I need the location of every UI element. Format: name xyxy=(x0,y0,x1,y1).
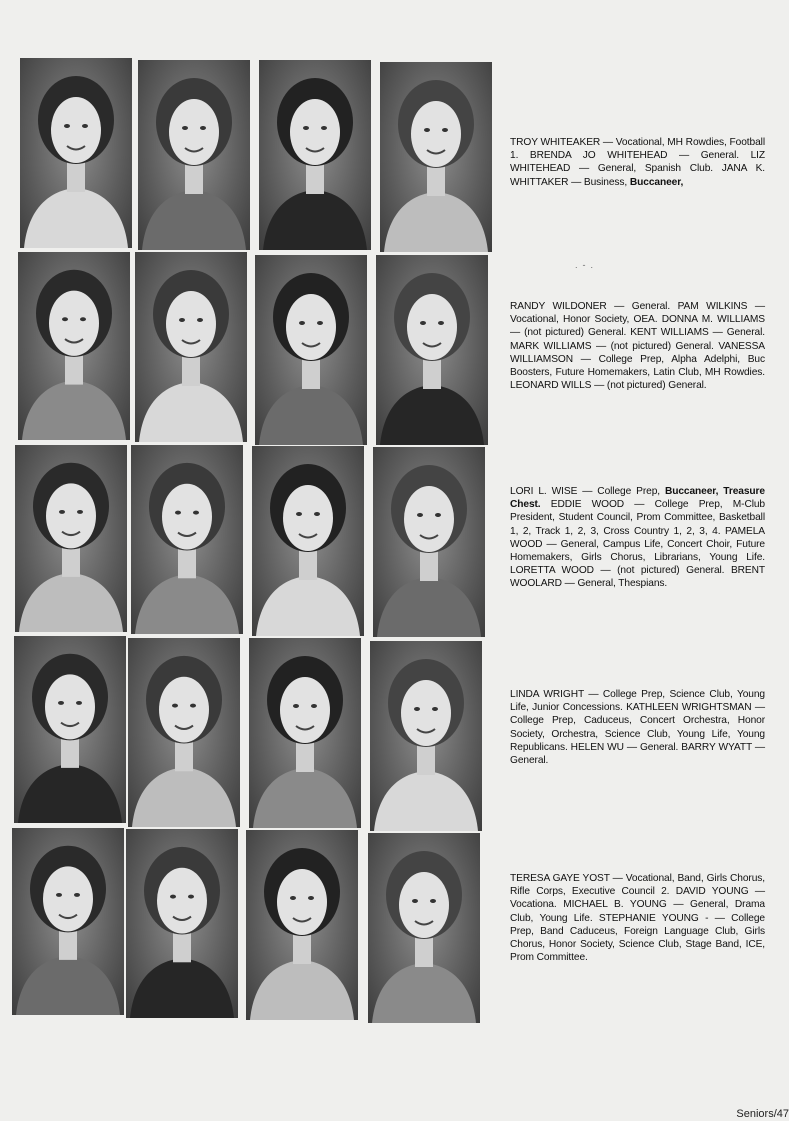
shoulders-shape xyxy=(18,764,122,823)
portrait-photo xyxy=(12,828,124,1015)
eye-shape xyxy=(311,704,317,708)
eye-shape xyxy=(56,893,62,897)
shoulders-shape xyxy=(139,382,243,442)
eye-shape xyxy=(290,896,296,900)
eye-shape xyxy=(74,893,80,897)
eye-shape xyxy=(420,321,426,325)
eye-shape xyxy=(430,899,436,903)
face-shape xyxy=(49,291,99,356)
eye-shape xyxy=(80,317,86,321)
eye-shape xyxy=(64,124,70,128)
eye-shape xyxy=(414,707,420,711)
shoulders-shape xyxy=(374,771,478,831)
face-shape xyxy=(280,677,330,743)
eye-shape xyxy=(82,124,88,128)
portrait-photo xyxy=(249,638,361,828)
face-shape xyxy=(169,99,219,165)
caption-text: EDDIE WOOD — College Prep, M-Club President, Student Council, Prom Committee, Basketball 1, 2, Track 1, 2, 3, Cross Country 1, 2, 3, 4. PAMELA WOOD — General, Campus Life, Concert Choir, Future Homemakers, Girls Chorus, Librarians, Young Life. LORETTA WOOD — (not pictured) General. BRENT WOOLARD — General, Thespians. xyxy=(510,499,765,590)
face-shape xyxy=(401,680,451,746)
eye-shape xyxy=(190,704,196,708)
eye-shape xyxy=(424,128,430,132)
shoulders-shape xyxy=(384,192,488,252)
portrait-photo xyxy=(252,446,364,636)
shoulders-shape xyxy=(22,381,126,440)
shoulders-shape xyxy=(16,956,120,1015)
portrait-silhouette xyxy=(259,60,371,250)
shoulders-shape xyxy=(263,190,367,250)
eye-shape xyxy=(442,128,448,132)
eye-shape xyxy=(172,704,178,708)
shoulders-shape xyxy=(372,963,476,1023)
shoulders-shape xyxy=(253,768,357,828)
caption xyxy=(510,688,765,767)
portrait-row xyxy=(0,58,789,250)
portrait-row xyxy=(0,445,789,637)
portrait-silhouette xyxy=(135,252,247,442)
portrait-silhouette xyxy=(131,445,243,634)
portrait-photo xyxy=(15,445,127,632)
portrait-silhouette xyxy=(255,255,367,445)
caption xyxy=(510,136,765,189)
portrait-photo xyxy=(380,62,492,252)
face-shape xyxy=(290,99,340,165)
portrait-silhouette xyxy=(368,833,480,1023)
shoulders-shape xyxy=(132,767,236,827)
portrait-photo xyxy=(14,636,126,823)
eye-shape xyxy=(321,126,327,130)
portrait-photo xyxy=(255,255,367,445)
shoulders-shape xyxy=(130,958,234,1018)
eye-shape xyxy=(293,704,299,708)
shoulders-shape xyxy=(142,190,246,250)
eye-shape xyxy=(188,895,194,899)
portrait-silhouette xyxy=(249,638,361,828)
face-shape xyxy=(407,294,457,360)
eye-shape xyxy=(170,895,176,899)
portrait-row xyxy=(0,636,789,828)
face-shape xyxy=(404,486,454,552)
portrait-row xyxy=(0,828,789,1020)
portrait-photo xyxy=(368,833,480,1023)
shoulders-shape xyxy=(256,576,360,636)
portrait-silhouette xyxy=(376,255,488,445)
portrait-silhouette xyxy=(380,62,492,252)
portrait-photo xyxy=(131,445,243,634)
page-folio: Seniors/47 xyxy=(736,1108,789,1120)
eye-shape xyxy=(314,512,320,516)
print-speck: . - . xyxy=(575,260,593,270)
face-shape xyxy=(166,291,216,357)
caption xyxy=(510,485,765,591)
eye-shape xyxy=(308,896,314,900)
portrait-row xyxy=(0,252,789,444)
eye-shape xyxy=(77,510,83,514)
portrait-silhouette xyxy=(138,60,250,250)
eye-shape xyxy=(197,318,203,322)
caption-text: TERESA GAYE YOST — Vocational, Band, Girls Chorus, Rifle Corps, Executive Council 2. DAVID YOUNG — Vocationa. MICHAEL B. YOUNG — General, Drama Club, Young Life. STEPHANIE YOUNG - — College Prep, Band Caduceus, Foreign Language Club, Girls Chorus, Honor Society, Science Club, Stage Band, ICE, Prom Committee. xyxy=(510,873,765,964)
eye-shape xyxy=(200,126,206,130)
eye-shape xyxy=(175,511,181,515)
portrait-silhouette xyxy=(370,641,482,831)
eye-shape xyxy=(296,512,302,516)
caption-text: TROY WHITEAKER — Vocational, MH Rowdies, Football 1. BRENDA JO WHITEHEAD — General. LIZ WHITEHEAD — General, Spanish Club. JANA K. WHITTAKER — Business, xyxy=(510,137,765,188)
portrait-silhouette xyxy=(128,638,240,827)
eye-shape xyxy=(299,321,305,325)
face-shape xyxy=(46,483,96,548)
portrait-photo xyxy=(246,830,358,1020)
portrait-silhouette xyxy=(15,445,127,632)
eye-shape xyxy=(76,701,82,705)
eye-shape xyxy=(317,321,323,325)
face-shape xyxy=(399,872,449,938)
eye-shape xyxy=(303,126,309,130)
eye-shape xyxy=(182,126,188,130)
portrait-photo xyxy=(370,641,482,831)
portrait-photo xyxy=(135,252,247,442)
caption-text: LORI L. WISE — College Prep, xyxy=(510,486,665,497)
shoulders-shape xyxy=(377,577,481,637)
face-shape xyxy=(277,869,327,935)
portrait-photo xyxy=(20,58,132,248)
portrait-silhouette xyxy=(18,252,130,440)
shoulders-shape xyxy=(24,188,128,248)
portrait-silhouette xyxy=(246,830,358,1020)
eye-shape xyxy=(58,701,64,705)
face-shape xyxy=(283,485,333,551)
eye-shape xyxy=(59,510,65,514)
face-shape xyxy=(286,294,336,360)
caption-bold-text: Buccaneer, xyxy=(629,176,684,188)
face-shape xyxy=(411,101,461,167)
face-shape xyxy=(157,868,207,934)
eye-shape xyxy=(438,321,444,325)
face-shape xyxy=(51,97,101,163)
portrait-photo xyxy=(376,255,488,445)
portrait-silhouette xyxy=(12,828,124,1015)
portrait-photo xyxy=(18,252,130,440)
portrait-silhouette xyxy=(126,829,238,1018)
shoulders-shape xyxy=(250,960,354,1020)
eye-shape xyxy=(179,318,185,322)
shoulders-shape xyxy=(19,573,123,632)
eye-shape xyxy=(432,707,438,711)
caption-text: RANDY WILDONER — General. PAM WILKINS — Vocational, Honor Society, OEA. DONNA M. WILLIAMS — (not pictured) General. KENT WILLIAMS — General. MARK WILLIAMS — (not pictured) General. VANESSA WILLIAMSON — College Prep, Alpha Adelphi, Buc Boosters, Future Homemakers, Latin Club, MH Rowdies. LEONARD WILLS — (not pictured) General. xyxy=(510,301,765,392)
portrait-photo xyxy=(373,447,485,637)
portrait-silhouette xyxy=(252,446,364,636)
shoulders-shape xyxy=(380,385,484,445)
portrait-silhouette xyxy=(14,636,126,823)
face-shape xyxy=(162,484,212,550)
caption xyxy=(510,300,765,392)
portrait-photo xyxy=(259,60,371,250)
shoulders-shape xyxy=(259,385,363,445)
eye-shape xyxy=(435,513,441,517)
face-shape xyxy=(159,677,209,743)
eye-shape xyxy=(62,317,68,321)
caption-bold-text: Buccaneer, Treasure Chest. xyxy=(510,486,765,511)
portrait-photo xyxy=(126,829,238,1018)
portrait-silhouette xyxy=(20,58,132,248)
face-shape xyxy=(45,674,95,739)
portrait-silhouette xyxy=(373,447,485,637)
shoulders-shape xyxy=(135,574,239,634)
portrait-photo xyxy=(138,60,250,250)
eye-shape xyxy=(412,899,418,903)
caption-text: LINDA WRIGHT — College Prep, Science Club, Young Life, Junior Concessions. KATHLEEN WRIGHTSMAN — College Prep, Caduceus, Concert Orchestra, Honor Society, Orchestra, Science Club, Young Life, Young Republicans. HELEN WU — General. BARRY WYATT — General. xyxy=(510,689,765,767)
portrait-photo xyxy=(128,638,240,827)
caption xyxy=(510,872,765,964)
eye-shape xyxy=(417,513,423,517)
face-shape xyxy=(43,866,93,931)
eye-shape xyxy=(193,511,199,515)
